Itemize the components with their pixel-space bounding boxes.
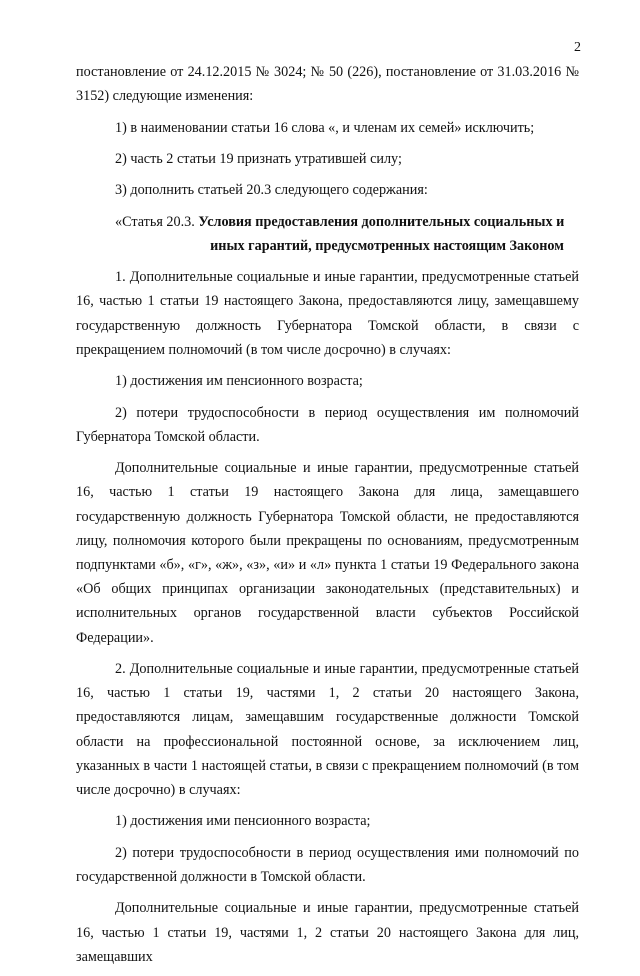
paragraph-part-1-item-1: 1) достижения им пенсионного возраста; (115, 373, 363, 390)
article-title-line2: иных гарантий, предусмотренных настоящим Законом (210, 237, 564, 254)
article-title-line1: Условия предоставления дополнительных социальных и (198, 213, 565, 230)
paragraph-part-1: 1. Дополнительные социальные и иные гарантии, предусмотренные статьей 16, частью 1 статьи 19 настоящего Закона, предоставляются лицу, замещавшему государственную должность Губернатора Томской области, в связи с прекращением полномочий (в том числе досрочно) в случаях: (76, 269, 579, 358)
paragraph-part-2-exception: Дополнительные социальные и иные гарантии, предусмотренные статьей 16, частью 1 статьи 19, частями 1, 2 статьи 20 настоящего Закона для лиц, замещавших (76, 900, 579, 965)
article-heading (76, 210, 579, 258)
paragraph-part-2-item-2: 2) потери трудоспособности в период осуществления ими полномочий по государственной должности в Томской области. (76, 844, 579, 885)
paragraph-part-1-exception: Дополнительные социальные и иные гарантии, предусмотренные статьей 16, частью 1 статьи 19 настоящего Закона для лица, замещавшего государственную должность Губернатора Томской области, не предоставляются лицу, полномочия которого были прекращены по основаниям, предусмотренным подпунктами «б», «г», «ж», «з», «и» и «л» пункта 1 статьи 19 Федерального закона «Об общих принципах организации законодательных (представительных) и исполнительных органов государственной власти субъектов Российской Федерации». (76, 460, 579, 646)
document-body (76, 60, 579, 976)
paragraph-part-2: 2. Дополнительные социальные и иные гарантии, предусмотренные статьей 16, частью 1 статьи 19, частями 1, 2 статьи 20 настоящего Закона, предоставляются лицам, замещавшим государственные должности Томской области на профессиональной постоянной основе, за исключением лиц, указанных в части 1 настоящей статьи, в связи с прекращением полномочий (в том числе досрочно) в случаях: (76, 660, 579, 798)
paragraph-change-1: 1) в наименовании статьи 16 слова «, и членам их семей» исключить; (115, 119, 535, 136)
paragraph-intro: постановление от 24.12.2015 № 3024; № 50 (226), постановление от 31.03.2016 № 3152) следующие изменения: (76, 64, 579, 105)
paragraph-change-3: 3) дополнить статьей 20.3 следующего содержания: (115, 182, 428, 199)
page-number: 2 (574, 40, 581, 55)
paragraph-part-2-item-1: 1) достижения ими пенсионного возраста; (115, 813, 371, 830)
article-prefix: «Статья 20.3. (115, 213, 195, 230)
paragraph-part-1-item-2: 2) потери трудоспособности в период осуществления им полномочий Губернатора Томской области. (76, 404, 579, 445)
paragraph-change-2: 2) часть 2 статьи 19 признать утратившей силу; (115, 150, 402, 167)
